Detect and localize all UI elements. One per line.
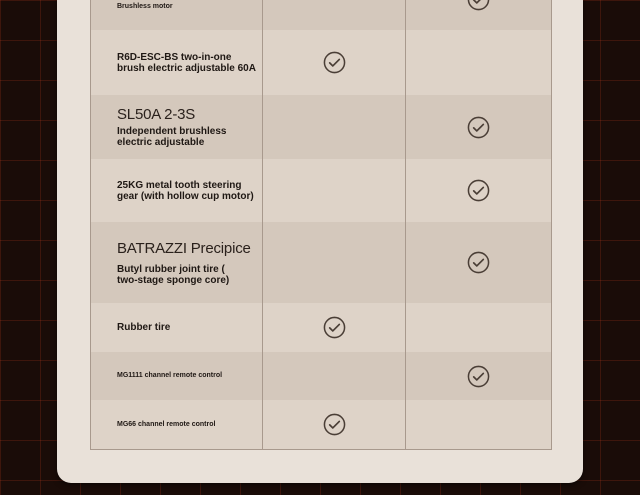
feature-description: MG1111 channel remote control <box>117 372 223 379</box>
option-a-cell <box>263 303 406 352</box>
feature-title: SL50A 2-3S <box>117 106 196 123</box>
comparison-card <box>57 0 583 483</box>
option-b-cell <box>406 222 551 303</box>
feature-cell <box>91 400 263 449</box>
table-row <box>91 0 551 30</box>
feature-description: R6D-ESC-BS two-in-one brush electric adjustable 60A <box>117 51 256 74</box>
feature-cell <box>91 0 263 30</box>
check-circle-icon <box>467 251 490 274</box>
feature-cell <box>91 30 263 95</box>
option-b-cell <box>406 352 551 400</box>
option-a-cell <box>263 95 406 159</box>
table-row <box>91 400 551 449</box>
feature-description: MG66 channel remote control <box>117 420 216 428</box>
comparison-table <box>90 0 552 450</box>
option-b-cell <box>406 159 551 222</box>
option-a-cell <box>263 159 406 222</box>
option-b-cell <box>406 303 551 352</box>
option-b-cell <box>406 95 551 159</box>
feature-cell <box>91 352 263 400</box>
check-circle-icon <box>323 51 346 74</box>
option-a-cell <box>263 30 406 95</box>
option-a-cell <box>263 0 406 30</box>
table-row <box>91 352 551 400</box>
option-a-cell <box>263 400 406 449</box>
option-b-cell <box>406 400 551 449</box>
feature-description: Independent brushless electric adjustable <box>117 126 227 148</box>
feature-description: Brushless motor <box>117 3 173 10</box>
option-a-cell <box>263 222 406 303</box>
feature-cell <box>91 95 263 159</box>
check-circle-icon <box>467 116 490 139</box>
option-b-cell <box>406 30 551 95</box>
feature-description: Rubber tire <box>117 322 171 333</box>
table-row <box>91 95 551 159</box>
feature-cell <box>91 222 263 303</box>
check-circle-icon <box>467 365 490 388</box>
feature-description: Butyl rubber joint tire ( two-stage sponge core) <box>117 263 230 286</box>
table-row <box>91 30 551 95</box>
table-row <box>91 303 551 352</box>
table-row <box>91 222 551 303</box>
feature-cell <box>91 303 263 352</box>
check-circle-icon <box>467 179 490 202</box>
feature-description: 25KG metal tooth steering gear (with hollow cup motor) <box>117 179 254 202</box>
check-circle-icon <box>323 413 346 436</box>
option-a-cell <box>263 352 406 400</box>
option-b-cell <box>406 0 551 30</box>
check-circle-icon <box>323 316 346 339</box>
feature-title: BATRAZZI Precipice <box>117 239 251 257</box>
check-circle-icon <box>467 0 490 11</box>
table-row <box>91 159 551 222</box>
feature-cell <box>91 159 263 222</box>
